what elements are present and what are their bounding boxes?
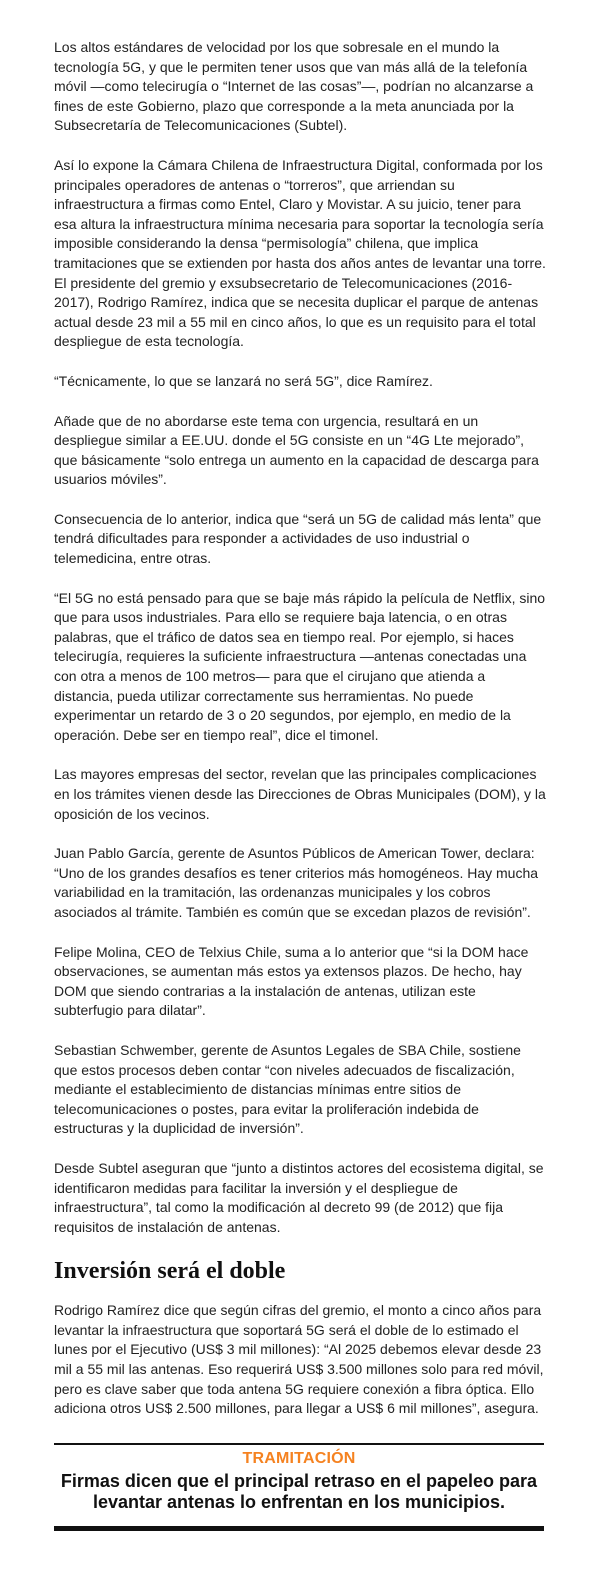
callout-bottom-rule xyxy=(54,1526,544,1531)
paragraph: Sebastian Schwember, gerente de Asuntos Legales de SBA Chile, sostiene que estos procesos deben contar “con niveles adecuados de fiscalización, mediante el establecimiento de distancias mínimas entre sitios de telecomunicaciones o postes, para evitar la proliferación indebida de estructuras y la duplicidad de inversión”. xyxy=(54,1041,521,1137)
paragraph: Consecuencia de lo anterior, indica que “será un 5G de calidad más lenta” que tendrá dificultades para responder a actividades de uso industrial o telemedicina, entre otras. xyxy=(54,510,542,567)
section-subheading: Inversión será el doble xyxy=(54,1258,286,1285)
paragraph: Rodrigo Ramírez dice que según cifras del gremio, el monto a cinco años para levantar la infraestructura que soportará 5G será el doble de lo estimado el lunes por el Ejecutivo (US$ 3 mil millones): “Al 2025 debemos elevar desde 23 mil a 55 mil las antenas. Eso requerirá US$ 3.500 millones solo para red móvil, pero es clave saber que toda antena 5G requiere conexión a fibra óptica. Ello adiciona otros US$ 2.500 millones, para llegar a US$ 6 mil millones”, asegura. xyxy=(54,1302,544,1417)
paragraph: Así lo expone la Cámara Chilena de Infraestructura Digital, conformada por los principales operadores de antenas o “torreros”, que arriendan su infraestructura a firmas como Entel, Claro y Movistar. A su juicio, tener para esa altura la infraestructura mínima necesaria para soportar la tecnología sería imposible considerando la densa “permisología” chilena, que implica tramitaciones que se extienden por hasta dos años antes de levantar una torre. El presidente del gremio y exsubsecretario de Telecomunicaciones (2016-2017), Rodrigo Ramírez, indica que se necesita duplicar el parque de antenas actual desde 23 mil a 55 mil en cinco años, lo que es un requisito para el total despliegue de esta tecnología. xyxy=(54,156,546,350)
callout-box xyxy=(54,1443,544,1531)
paragraph: “El 5G no está pensado para que se baje más rápido la película de Netflix, sino que para usos industriales. Para ello se requiere baja latencia, o en otras palabras, que el tráfico de datos sea en tiempo real. Por ejemplo, si haces telecirugía, requieres la suficiente infraestructura —antenas conectadas una con otra a menos de 100 metros— para que el cirujano que atienda a distancia, pueda utilizar correctamente sus herramientas. No puede experimentar un retardo de 3 o 20 segundos, por ejemplo, en medio de la operación. Debe ser en tiempo real”, dice el timonel. xyxy=(54,589,546,743)
paragraph: Desde Subtel aseguran que “junto a distintos actores del ecosistema digital, se identificaron medidas para facilitar la inversión y el despliegue de infraestructura”, tal como la modificación al decreto 99 (de 2012) que fija requisitos de instalación de antenas. xyxy=(54,1159,544,1235)
paragraph: Felipe Molina, CEO de Telxius Chile, suma a lo anterior que “si la DOM hace observaciones, se aumentan más estos ya extensos plazos. De hecho, hay DOM que siendo contrarias a la instalación de antenas, utilizan este subterfugio para dilatar”. xyxy=(54,943,529,1019)
paragraph: Las mayores empresas del sector, revelan que las principales complicaciones en los trámites vienen desde las Direcciones de Obras Municipales (DOM), y la oposición de los vecinos. xyxy=(54,766,546,822)
paragraph: Juan Pablo García, gerente de Asuntos Públicos de American Tower, declara: “Uno de los grandes desafíos es tener criterios más homogéneos. Hay mucha variabilidad en la tramitación, las ordenanzas municipales y los cobros asociados al trámite. También es común que se excedan plazos de revisión”. xyxy=(54,845,539,920)
callout-kicker: TRAMITACIÓN xyxy=(242,1450,356,1467)
paragraph: Los altos estándares de velocidad por los que sobresale en el mundo la tecnología 5G, y que le permiten tener usos que van más allá de la telefonía móvil —como telecirugía o “Internet de las cosas”—, podrían no alcanzarse a fines de este Gobierno, plazo que corresponde a la meta anunciada por la Subsecretaría de Telecomunicaciones (Subtel). xyxy=(54,39,534,134)
paragraph: “Técnicamente, lo que se lanzará no será 5G”, dice Ramírez. xyxy=(54,372,433,389)
article-body xyxy=(54,38,546,1439)
paragraph: Añade que de no abordarse este tema con urgencia, resultará en un despliegue similar a EE.UU. donde el 5G consiste en un “4G Lte mejorado”, que básicamente “solo entrega un aumento en la capacidad de descarga para usuarios móviles”. xyxy=(54,412,539,488)
callout-headline: Firmas dicen que el principal retraso en el papeleo para levantar antenas lo enfrentan en los municipios. xyxy=(60,1471,538,1512)
